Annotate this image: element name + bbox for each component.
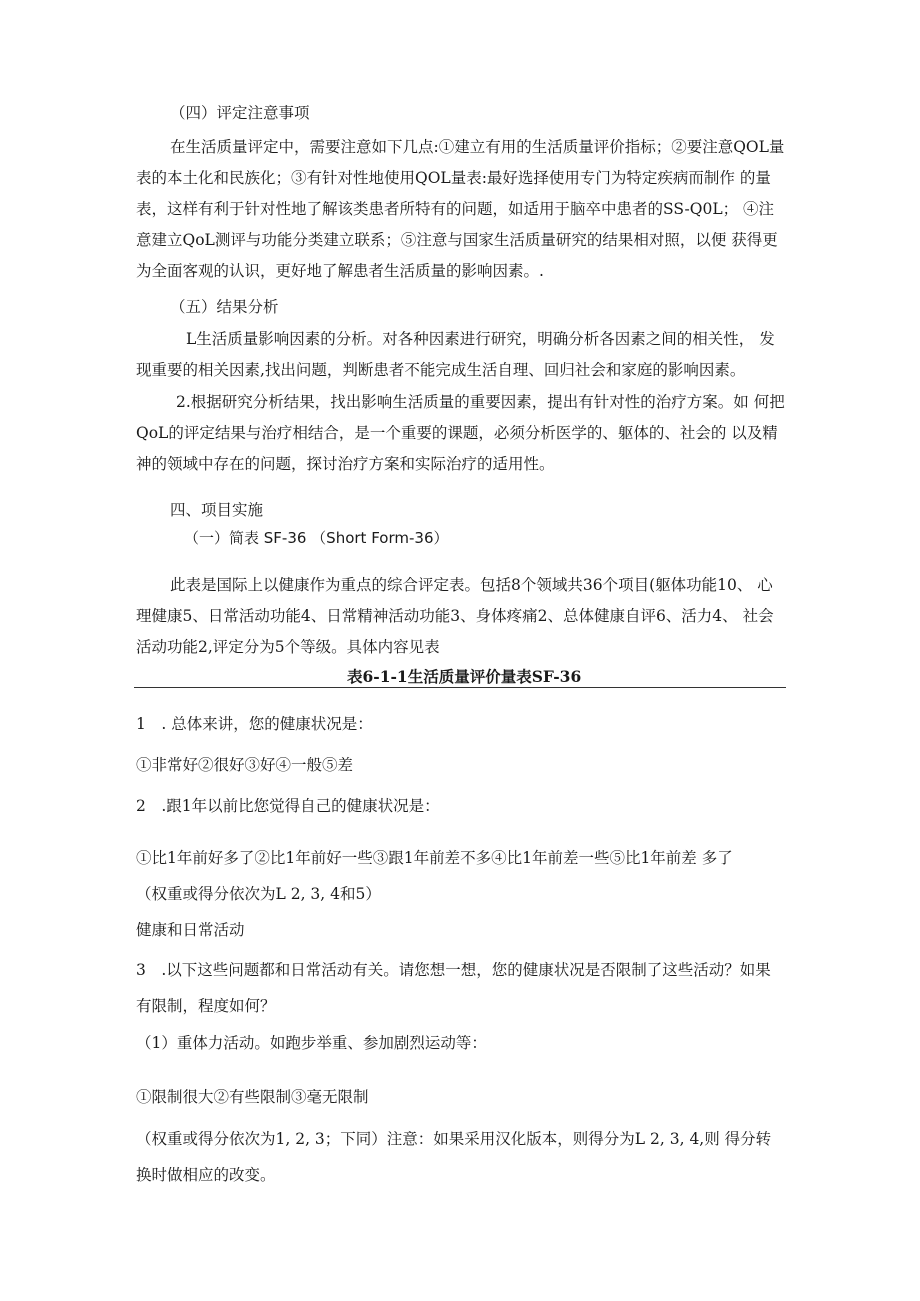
question-2: 2 .跟1年以前比您觉得自己的健康状况是： — [136, 797, 440, 815]
analysis-item-1: L生活质量影响因素的分析。对各种因素进行研究，明确分析各因素之间的相关性， 发现重要的相关因素,找出问题，判断患者不能完成生活自理、回归社会和家庭的影响因素。 — [136, 330, 775, 379]
notes-paragraph: 在生活质量评定中，需要注意如下几点:①建立有用的生活质量评价指标；②要注意QOL量表的本土化和民族化；③有针对性地使用QOL量表:最好选择使用专门为特定疾病而制作 的量表，这样有利于针对性地了解该类患者所特有的问题，如适用于脑卒中患者的SS-Q0L； ④注意建立QoL测评与功能分类建立联系；⑤注意与国家生活质量研究的结果相对照，以便 获得更为全面客观的认识，更好地了解患者生活质量的影响因素。. — [136, 138, 785, 280]
analysis-item-2: 2.根据研究分析结果，找出影响生活质量的重要因素，提出有针对性的治疗方案。如 何把QoL的评定结果与治疗相结合，是一个重要的课题，必须分析医学的、躯体的、社会的 以及精神的领域中存在的问题，探讨治疗方案和实际治疗的适用性。 — [136, 393, 785, 473]
table-caption: 表6-1-1生活质量评价量表SF-36 — [347, 667, 582, 686]
section-heading-notes: （四）评定注意事项 — [170, 104, 310, 122]
question-3-1: （1）重体力活动。如跑步举重、参加剧烈运动等： — [136, 1034, 487, 1052]
question-3-1-options: ①限制很大②有些限制③毫无限制 — [136, 1088, 369, 1106]
question-1-options: ①非常好②很好③好④一般⑤差 — [136, 756, 354, 774]
question-2-options: ①比1年前好多了②比1年前好一些③跟1年前差不多④比1年前差一些⑤比1年前差 多了 — [136, 849, 733, 867]
sf36-subheading: （一）简表 SF-36 （Short Form-36） — [184, 529, 449, 547]
table-top-rule — [134, 687, 786, 688]
sf36-intro-paragraph: 此表是国际上以健康作为重点的综合评定表。包括8个领域共36个项目(躯体功能10、 心理健康5、日常活动功能4、日常精神活动功能3、身体疼痛2、总体健康自评6、活力4、 社会活动功能2,评定分为5个等级。具体内容见表 — [136, 576, 774, 656]
question-3: 3 .以下这些问题都和日常活动有关。请您想一想，您的健康状况是否限制了这些活动？如果 有限制，程度如何？ — [136, 961, 771, 1015]
question-1: 1 . 总体来讲，您的健康状况是： — [136, 715, 373, 733]
section-label-daily-activities: 健康和日常活动 — [136, 921, 245, 939]
question-2-weights: （权重或得分依次为L 2, 3, 4和5） — [136, 885, 381, 903]
question-3-1-weights: （权重或得分依次为1, 2, 3；下同）注意：如果采用汉化版本，则得分为L 2, 3, 4,则 得分转换时做相应的改变。 — [136, 1130, 772, 1184]
project-heading: 四、项目实施 — [170, 501, 264, 519]
section-heading-analysis: （五）结果分析 — [170, 298, 279, 316]
